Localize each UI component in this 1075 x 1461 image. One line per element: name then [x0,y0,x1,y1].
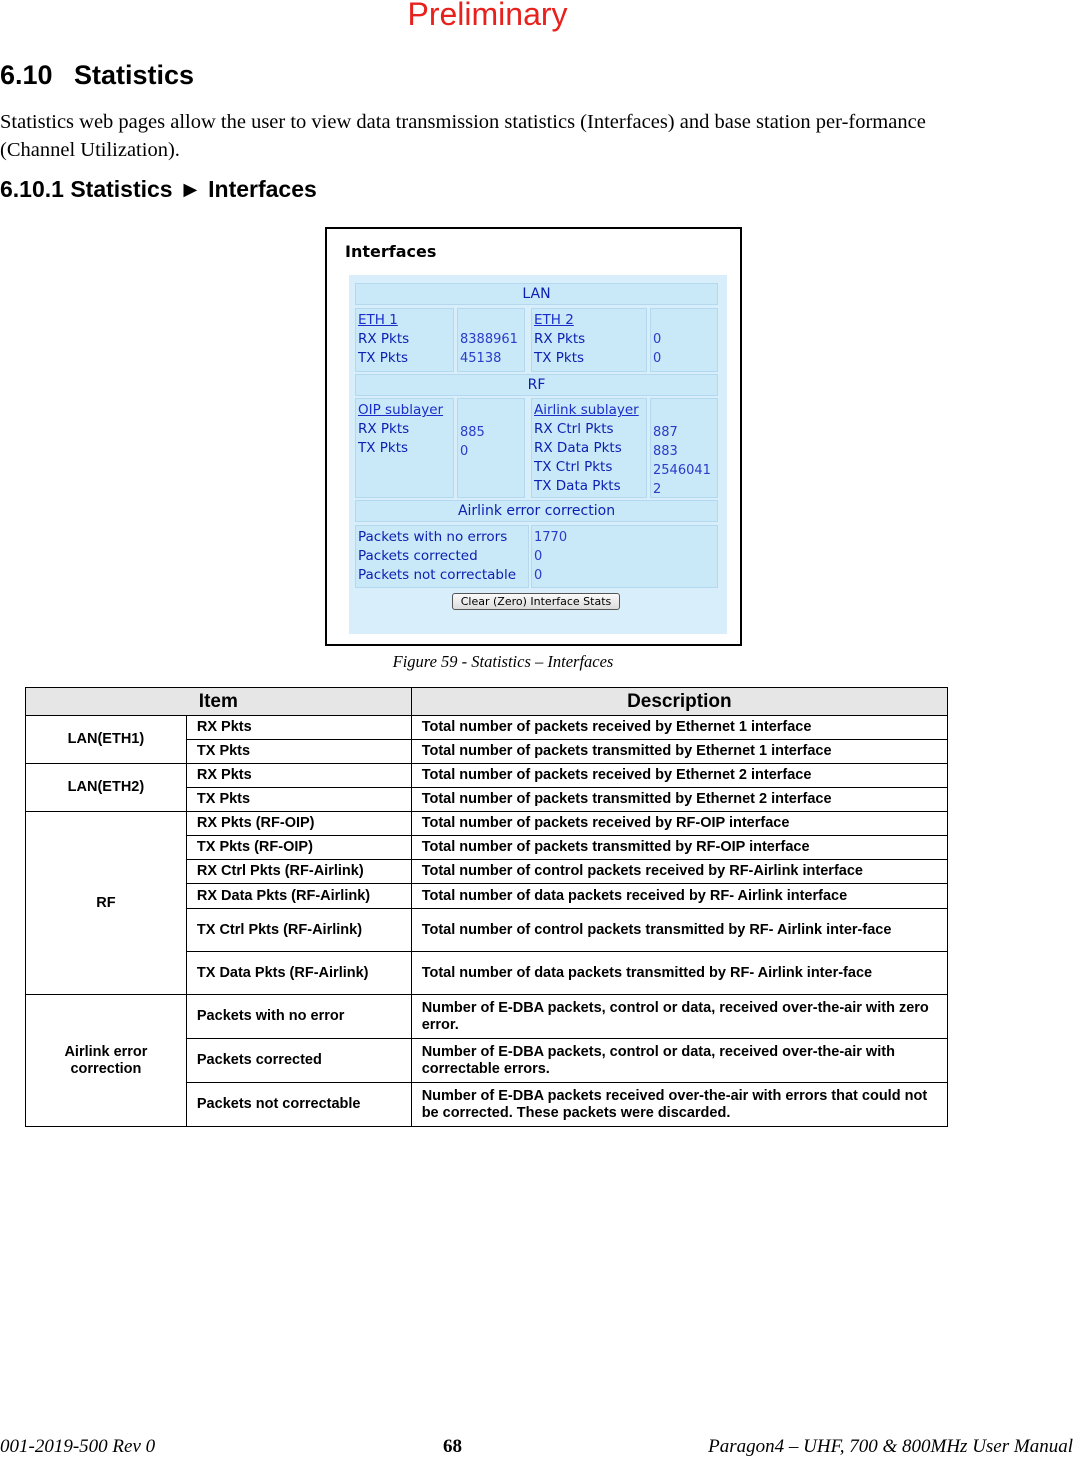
eth1-link[interactable]: ETH 1 [358,312,398,328]
row-description: Total number of data packets transmitted by RF- Airlink inter-face [411,952,947,995]
row-description: Number of E-DBA packets, control or data, received over-the-air with correctable errors. [411,1039,947,1083]
airlink-rx-ctrl-value: 887 [653,425,678,440]
row-description: Number of E-DBA packets, control or data, received over-the-air with zero error. [411,995,947,1039]
oip-tx-label: TX Pkts [358,440,409,456]
row-item: TX Pkts [186,788,411,812]
intro-paragraph: Statistics web pages allow the user to view data transmission statistics (Interfaces) and base station per-formance (Channel Utilization). [0,111,926,161]
group-lan-eth1: LAN(ETH1) [26,716,187,764]
aec-header: Airlink error correction [355,500,718,522]
row-item: TX Ctrl Pkts (RF-Airlink) [186,909,411,952]
airlink-sublayer-link[interactable]: Airlink sublayer [534,402,639,418]
airlink-rx-data-value: 883 [653,444,678,459]
aec-not-correctable-label: Packets not correctable [358,567,517,583]
eth2-rx-label: RX Pkts [534,331,586,347]
table-row [26,764,948,788]
footer-manual-title: Paragon4 – UHF, 700 & 800MHz User Manual [708,1436,1073,1457]
row-item: Packets with no error [186,995,411,1039]
interfaces-screenshot [325,227,742,646]
table-row [26,812,948,836]
row-description: Total number of control packets received by RF-Airlink interface [411,860,947,884]
section-heading [0,60,194,91]
table-row [26,716,948,740]
row-item: Packets corrected [186,1039,411,1083]
group-lan-eth2: LAN(ETH2) [26,764,187,812]
row-description: Total number of packets received by Ethernet 2 interface [411,764,947,788]
group-airlink-error-correction: Airlink error correction [26,995,187,1127]
aec-labels [355,525,529,588]
oip-sublayer-link[interactable]: OIP sublayer [358,402,444,418]
oip-rx-value: 885 [460,425,485,440]
row-item: RX Data Pkts (RF-Airlink) [186,884,411,909]
section-title: Statistics [74,60,195,90]
row-description: Total number of control packets transmitted by RF- Airlink inter-face [411,909,947,952]
aec-no-errors-value: 1770 [534,530,568,545]
rf-header: RF [355,374,718,396]
row-description: Total number of packets transmitted by RF-OIP interface [411,836,947,860]
section-number: 6.10 [0,60,53,90]
airlink-rx-data-label: RX Data Pkts [534,440,622,456]
group-rf: RF [26,812,187,995]
footer-page-number: 68 [443,1436,462,1457]
table-row [26,995,948,1039]
row-description: Total number of packets transmitted by Ethernet 1 interface [411,740,947,764]
footer-doc-number: 001-2019-500 Rev 0 [0,1436,156,1457]
oip-rx-label: RX Pkts [358,421,410,437]
row-item: RX Ctrl Pkts (RF-Airlink) [186,860,411,884]
row-item: RX Pkts [186,764,411,788]
row-item: TX Pkts (RF-OIP) [186,836,411,860]
row-description: Total number of packets received by Ethernet 1 interface [411,716,947,740]
row-description: Number of E-DBA packets received over-the-air with errors that could not be corrected. These packets were discarded. [411,1083,947,1127]
airlink-values [650,398,718,498]
airlink-tx-ctrl-label: TX Ctrl Pkts [534,459,613,475]
aec-not-correctable-value: 0 [534,568,543,583]
eth1-rx-label: RX Pkts [358,331,410,347]
eth2-tx-label: TX Pkts [534,350,585,366]
oip-tx-value: 0 [460,444,469,459]
row-item: RX Pkts (RF-OIP) [186,812,411,836]
eth2-values [650,308,718,372]
airlink-tx-data-value: 2 [653,482,662,497]
table-header-row [26,688,948,716]
figure-caption: Figure 59 - Statistics – Interfaces [392,652,614,671]
row-item: RX Pkts [186,716,411,740]
oip-values [457,398,525,498]
row-description: Total number of packets received by RF-OIP interface [411,812,947,836]
row-item: TX Pkts [186,740,411,764]
row-description: Total number of data packets received by RF- Airlink interface [411,884,947,909]
airlink-tx-data-label: TX Data Pkts [534,478,621,494]
description-header: Description [411,688,947,716]
eth2-rx-value: 0 [653,332,662,347]
oip-labels [355,398,454,498]
aec-corrected-label: Packets corrected [358,548,478,564]
preliminary-watermark: Preliminary [407,0,568,32]
aec-values [531,525,718,588]
interfaces-stats-panel [349,275,727,634]
eth2-link[interactable]: ETH 2 [534,312,574,328]
interfaces-description-table [25,687,948,1127]
eth1-rx-value: 8388961 [460,332,518,347]
interfaces-page-title: Interfaces [345,242,437,261]
eth1-labels [355,308,454,372]
row-description: Total number of packets transmitted by Ethernet 2 interface [411,788,947,812]
eth1-tx-value: 45138 [460,351,502,366]
eth2-tx-value: 0 [653,351,662,366]
airlink-rx-ctrl-label: RX Ctrl Pkts [534,421,614,437]
airlink-tx-ctrl-value: 2546041 [653,463,711,478]
eth1-values [457,308,525,372]
lan-header: LAN [355,283,718,305]
aec-no-errors-label: Packets with no errors [358,529,508,545]
item-header: Item [26,688,412,716]
row-item: Packets not correctable [186,1083,411,1127]
subsection-heading: 6.10.1 Statistics ► Interfaces [0,176,317,202]
airlink-labels [531,398,647,498]
aec-corrected-value: 0 [534,549,543,564]
eth1-tx-label: TX Pkts [358,350,409,366]
eth2-labels [531,308,647,372]
row-item: TX Data Pkts (RF-Airlink) [186,952,411,995]
clear-interface-stats-button[interactable]: Clear (Zero) Interface Stats [452,593,620,610]
